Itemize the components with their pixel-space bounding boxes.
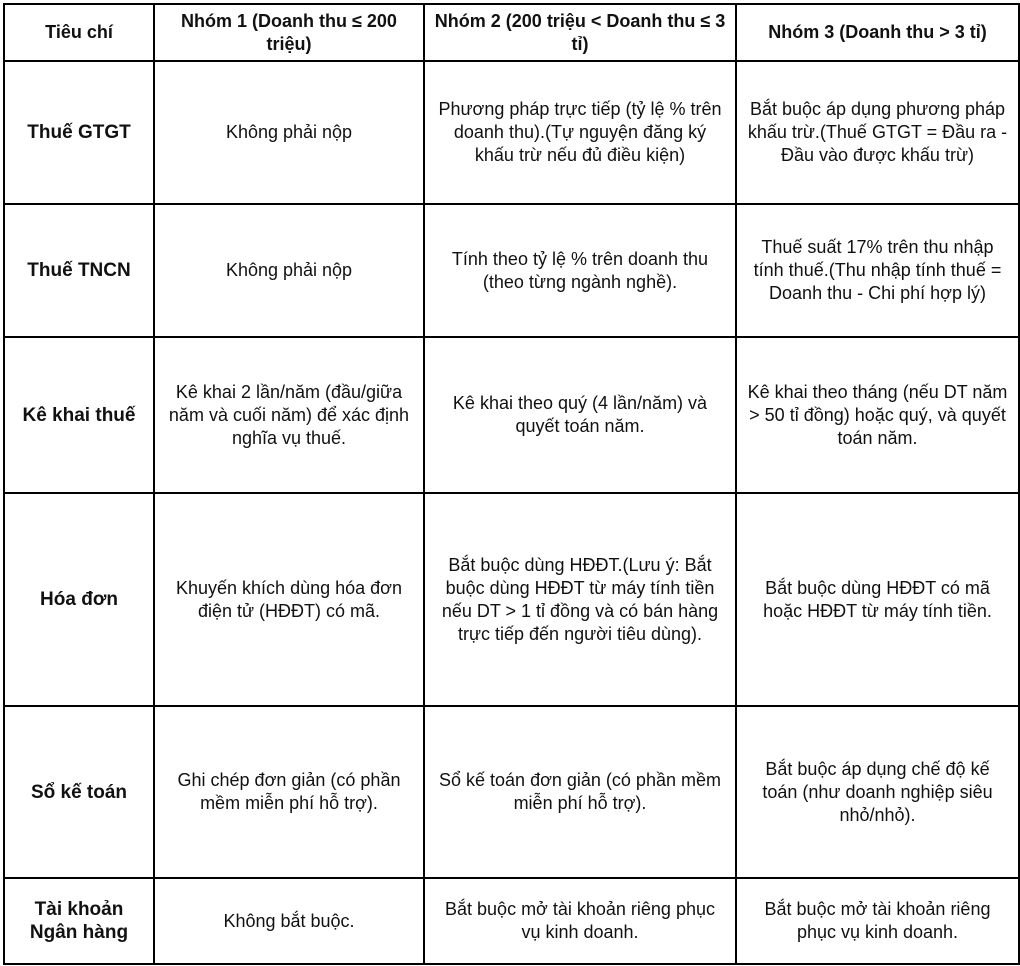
header-row: [4, 4, 1019, 61]
group3-cell: Bắt buộc áp dụng chế độ kế toán (như doanh nghiệp siêu nhỏ/nhỏ).: [736, 706, 1019, 878]
table-row: [4, 878, 1019, 964]
criterion-cell: Hóa đơn: [4, 493, 154, 706]
group2-cell: Bắt buộc dùng HĐĐT.(Lưu ý: Bắt buộc dùng HĐĐT từ máy tính tiền nếu DT > 1 tỉ đồng và có bán hàng trực tiếp đến người tiêu dùng).: [424, 493, 736, 706]
header-group1: Nhóm 1 (Doanh thu ≤ 200 triệu): [154, 4, 424, 61]
group2-cell: Phương pháp trực tiếp (tỷ lệ % trên doanh thu).(Tự nguyện đăng ký khấu trừ nếu đủ điều kiện): [424, 61, 736, 204]
group3-cell: Bắt buộc mở tài khoản riêng phục vụ kinh doanh.: [736, 878, 1019, 964]
group1-cell: Kê khai 2 lần/năm (đầu/giữa năm và cuối năm) để xác định nghĩa vụ thuế.: [154, 337, 424, 493]
group3-cell: Bắt buộc dùng HĐĐT có mã hoặc HĐĐT từ máy tính tiền.: [736, 493, 1019, 706]
group1-cell: Ghi chép đơn giản (có phần mềm miễn phí hỗ trợ).: [154, 706, 424, 878]
table-row: [4, 204, 1019, 337]
table-row: [4, 337, 1019, 493]
table-row: [4, 493, 1019, 706]
group2-cell: Kê khai theo quý (4 lần/năm) và quyết toán năm.: [424, 337, 736, 493]
criterion-cell: Sổ kế toán: [4, 706, 154, 878]
group3-cell: Bắt buộc áp dụng phương pháp khấu trừ.(Thuế GTGT = Đầu ra - Đầu vào được khấu trừ): [736, 61, 1019, 204]
table-row: [4, 61, 1019, 204]
header-criterion: Tiêu chí: [4, 4, 154, 61]
comparison-table: [3, 3, 1020, 965]
group1-cell: Không phải nộp: [154, 61, 424, 204]
criterion-cell: Kê khai thuế: [4, 337, 154, 493]
group1-cell: Không bắt buộc.: [154, 878, 424, 964]
group2-cell: Tính theo tỷ lệ % trên doanh thu (theo từng ngành nghề).: [424, 204, 736, 337]
group3-cell: Kê khai theo tháng (nếu DT năm > 50 tỉ đồng) hoặc quý, và quyết toán năm.: [736, 337, 1019, 493]
criterion-cell: Tài khoản Ngân hàng: [4, 878, 154, 964]
group3-cell: Thuế suất 17% trên thu nhập tính thuế.(Thu nhập tính thuế = Doanh thu - Chi phí hợp lý): [736, 204, 1019, 337]
group1-cell: Không phải nộp: [154, 204, 424, 337]
table-row: [4, 706, 1019, 878]
group2-cell: Bắt buộc mở tài khoản riêng phục vụ kinh doanh.: [424, 878, 736, 964]
group1-cell: Khuyến khích dùng hóa đơn điện tử (HĐĐT) có mã.: [154, 493, 424, 706]
header-group2: Nhóm 2 (200 triệu < Doanh thu ≤ 3 tỉ): [424, 4, 736, 61]
criterion-cell: Thuế TNCN: [4, 204, 154, 337]
group2-cell: Sổ kế toán đơn giản (có phần mềm miễn phí hỗ trợ).: [424, 706, 736, 878]
criterion-cell: Thuế GTGT: [4, 61, 154, 204]
header-group3: Nhóm 3 (Doanh thu > 3 tỉ): [736, 4, 1019, 61]
